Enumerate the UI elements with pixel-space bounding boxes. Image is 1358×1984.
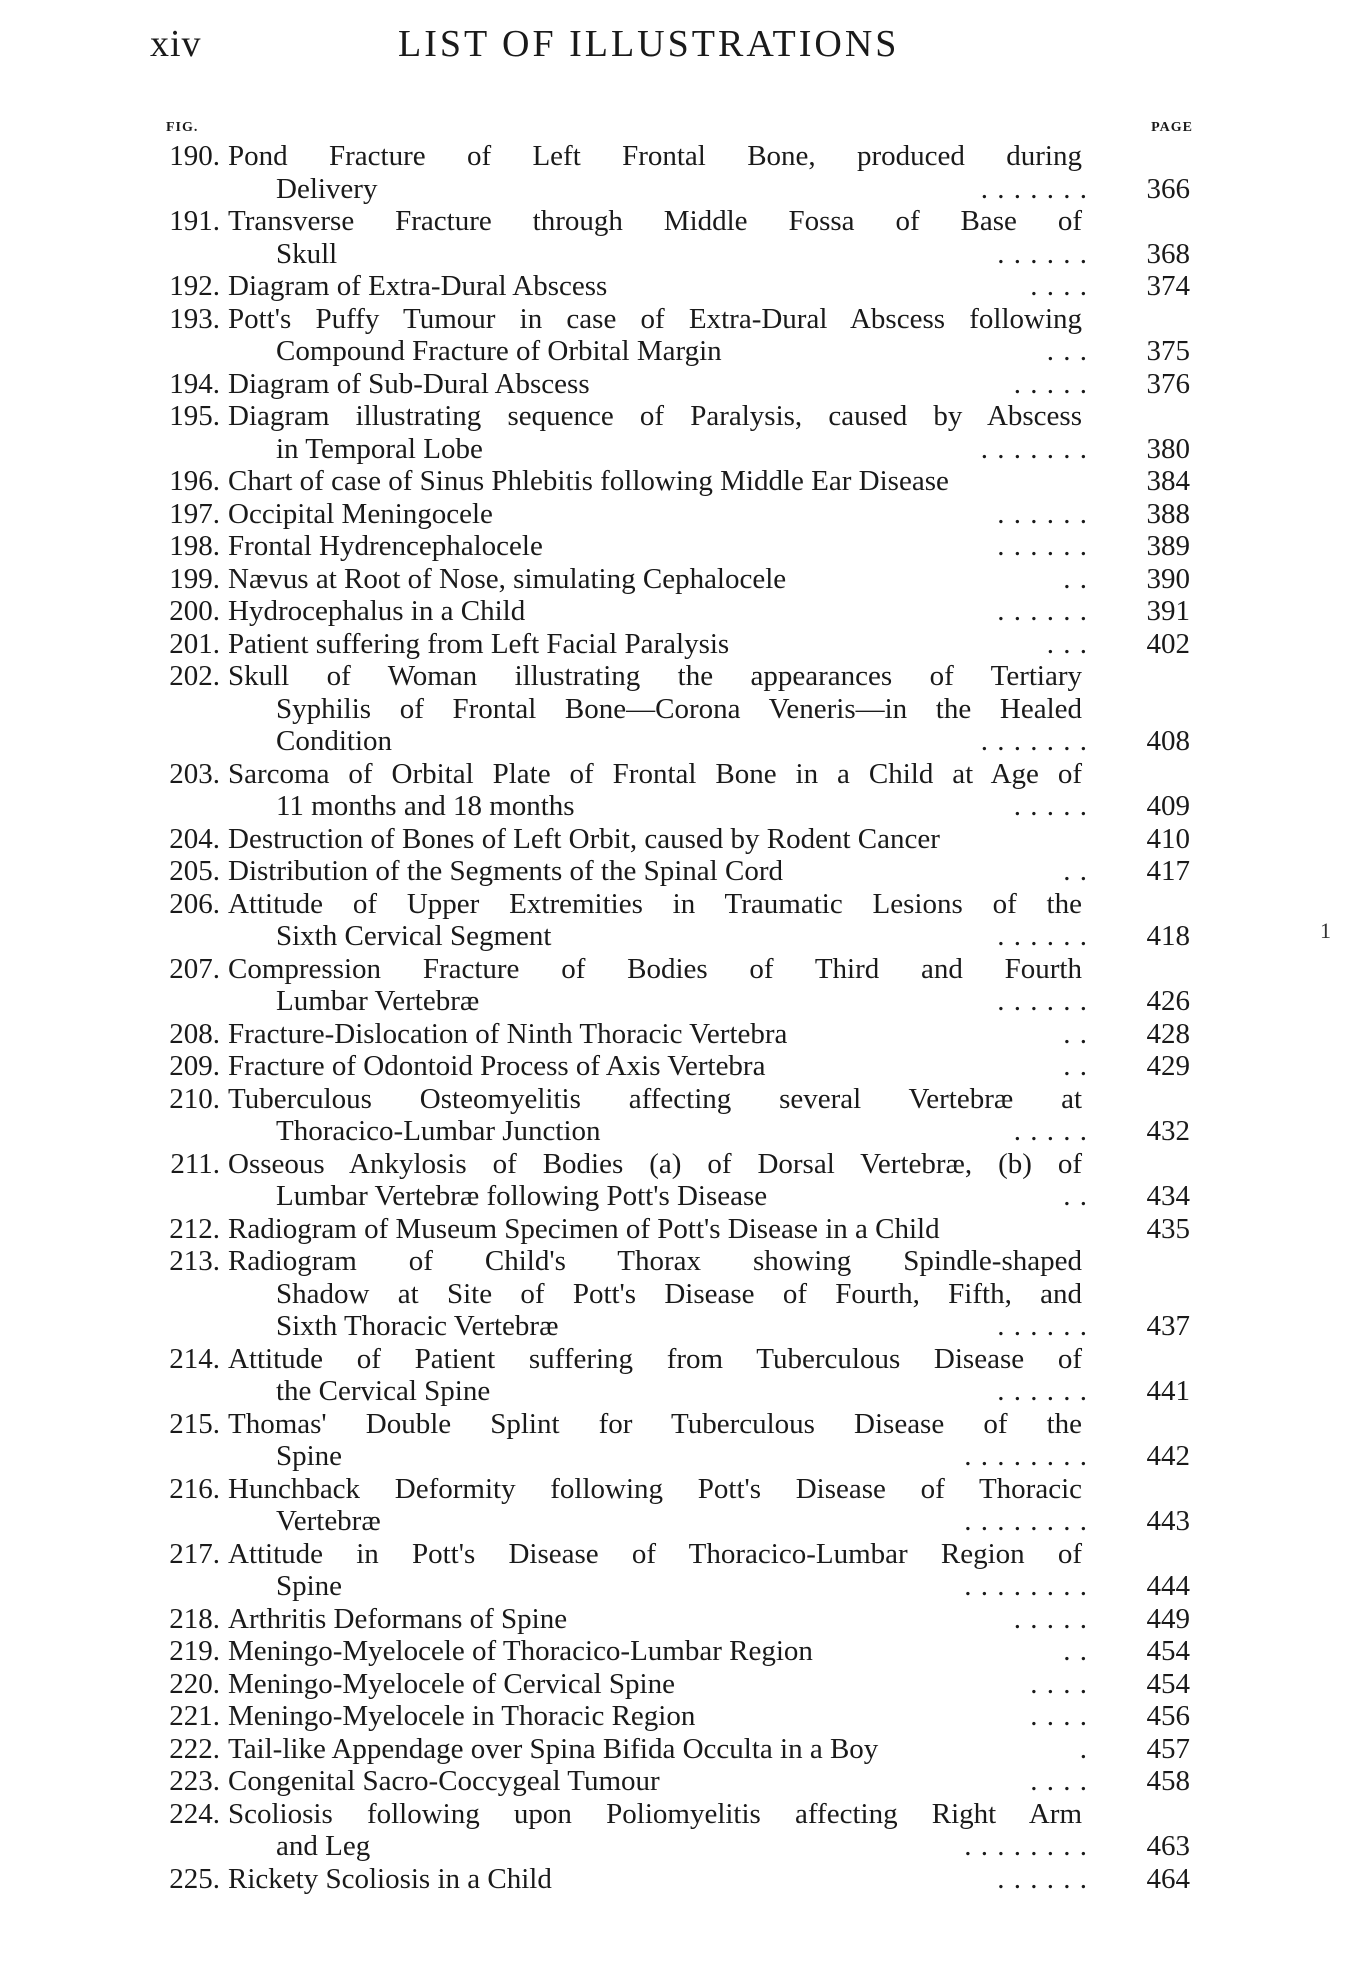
list-item	[0, 1018, 1358, 1051]
page-reference: 375	[1146, 335, 1190, 367]
dot-leader: . . . . . . . .	[964, 1570, 1088, 1602]
figure-caption: Pott's Puffy Tumour in case of Extra-Dural Abscess following	[228, 302, 1082, 335]
dot-leader: . . . .	[1030, 1765, 1088, 1797]
entry-line	[0, 920, 1358, 953]
list-item	[0, 823, 1358, 856]
dot-leader: . . . . . . . .	[964, 1505, 1088, 1537]
list-item	[0, 1635, 1358, 1668]
list-item	[0, 1538, 1358, 1603]
figure-caption: Thoracico-Lumbar Junction	[276, 1115, 601, 1147]
figure-number: 209.	[169, 1050, 220, 1082]
page-header	[150, 22, 1150, 78]
entry-line	[0, 1375, 1358, 1408]
page-reference: 376	[1146, 367, 1190, 400]
entry-line	[0, 530, 1358, 563]
entry-line	[0, 140, 1358, 173]
dot-leader: . . . . . . . .	[964, 1830, 1088, 1862]
figure-number: 194.	[169, 367, 220, 400]
figure-caption: Compression Fracture of Bodies of Third and Fourth	[228, 952, 1082, 985]
figure-number: 203.	[169, 757, 220, 790]
entry-line	[0, 1635, 1358, 1668]
entry-line	[0, 1830, 1358, 1863]
figure-number: 224.	[169, 1797, 220, 1830]
fig-column-heading: FIG.	[166, 120, 199, 135]
page-reference: 442	[1146, 1440, 1190, 1472]
figure-number: 223.	[169, 1765, 220, 1797]
entry-line	[0, 693, 1358, 726]
figure-caption: Chart of case of Sinus Phlebitis following Middle Ear Disease	[228, 465, 949, 497]
dot-leader: . . . . . . . .	[964, 1440, 1088, 1472]
figure-number: 192.	[169, 270, 220, 302]
entry-line	[0, 1700, 1358, 1733]
page-reference: 409	[1146, 790, 1190, 822]
figure-caption: Sixth Cervical Segment	[276, 920, 552, 952]
figure-caption: in Temporal Lobe	[276, 432, 483, 465]
list-item	[0, 1408, 1358, 1473]
figure-number: 220.	[169, 1667, 220, 1700]
figure-number: 199.	[169, 562, 220, 595]
entry-line	[0, 368, 1358, 401]
list-item	[0, 660, 1358, 758]
figure-caption: Condition	[276, 725, 393, 757]
entry-line	[0, 400, 1358, 433]
list-item	[0, 140, 1358, 205]
entry-line	[0, 1245, 1358, 1278]
entry-line	[0, 1310, 1358, 1343]
column-headings	[166, 120, 1193, 140]
entry-line	[0, 1408, 1358, 1441]
dot-leader: . . . .	[1030, 1667, 1088, 1700]
entry-line	[0, 1278, 1358, 1311]
entry-line	[0, 238, 1358, 271]
list-item	[0, 1603, 1358, 1636]
figure-number: 196.	[169, 465, 220, 497]
figure-number: 221.	[169, 1700, 220, 1732]
entry-line	[0, 1538, 1358, 1571]
page-reference: 391	[1146, 595, 1190, 627]
figure-caption: Spine	[276, 1570, 343, 1602]
dot-leader: . . . . . .	[997, 530, 1088, 562]
figure-caption: Tuberculous Osteomyelitis affecting several Vertebræ at	[228, 1082, 1082, 1115]
page-reference: 429	[1146, 1050, 1190, 1082]
list-item	[0, 1668, 1358, 1701]
figure-number: 208.	[169, 1017, 220, 1050]
dot-leader: . .	[1063, 1050, 1088, 1082]
page-reference: 390	[1146, 562, 1190, 595]
figure-caption: Diagram of Sub-Dural Abscess	[228, 367, 590, 400]
dot-leader: . . . . . .	[997, 920, 1088, 952]
dot-leader: . . . . . .	[997, 595, 1088, 627]
entry-line	[0, 1440, 1358, 1473]
entry-line	[0, 335, 1358, 368]
entry-line	[0, 790, 1358, 823]
list-item	[0, 205, 1358, 270]
figure-number: 198.	[169, 530, 220, 562]
figure-number: 204.	[169, 822, 220, 855]
figure-caption: Arthritis Deformans of Spine	[228, 1602, 568, 1635]
figure-caption: Skull of Woman illustrating the appearances of Tertiary	[228, 660, 1082, 692]
figure-number: 211.	[170, 1147, 220, 1180]
page-reference: 366	[1146, 172, 1190, 205]
entry-line	[0, 953, 1358, 986]
dot-leader: . . . . . . .	[980, 172, 1088, 205]
list-item	[0, 368, 1358, 401]
page-reference: 374	[1146, 270, 1190, 302]
figure-number: 215.	[169, 1407, 220, 1440]
list-item	[0, 953, 1358, 1018]
figure-caption: Attitude of Upper Extremities in Traumatic Lesions of the	[228, 887, 1082, 920]
figure-number: 193.	[169, 302, 220, 335]
figure-caption: Rickety Scoliosis in a Child	[228, 1862, 552, 1895]
figure-caption: Sixth Thoracic Vertebræ	[276, 1310, 559, 1342]
page-reference: 443	[1146, 1505, 1190, 1537]
figure-caption: Diagram illustrating sequence of Paralysis, caused by Abscess	[228, 400, 1082, 432]
dot-leader: . .	[1063, 1635, 1088, 1667]
stray-margin-mark: 1	[1320, 918, 1331, 943]
figure-caption: Radiogram of Museum Specimen of Pott's Disease in a Child	[228, 1212, 940, 1245]
entry-line	[0, 498, 1358, 531]
entry-line	[0, 628, 1358, 661]
figure-caption: Lumbar Vertebræ	[276, 985, 480, 1017]
page-reference: 384	[1146, 465, 1190, 497]
entry-line	[0, 1603, 1358, 1636]
figure-caption: Radiogram of Child's Thorax showing Spindle-shaped	[228, 1245, 1082, 1277]
entry-line	[0, 1050, 1358, 1083]
dot-leader: . . . . .	[1013, 790, 1088, 822]
figure-caption: Distribution of the Segments of the Spinal Cord	[228, 855, 783, 887]
figure-caption: Meningo-Myelocele in Thoracic Region	[228, 1700, 696, 1732]
figure-caption: Attitude of Patient suffering from Tuberculous Disease of	[228, 1342, 1082, 1375]
entry-line	[0, 205, 1358, 238]
entry-line	[0, 595, 1358, 628]
page-reference: 402	[1146, 627, 1190, 660]
list-item	[0, 1473, 1358, 1538]
entry-line	[0, 758, 1358, 791]
list-item	[0, 1050, 1358, 1083]
dot-leader: . . . . . .	[997, 1862, 1088, 1895]
dot-leader: . . . . . .	[997, 1375, 1088, 1407]
list-item	[0, 1213, 1358, 1246]
entry-line	[0, 1733, 1358, 1766]
page-reference: 380	[1146, 432, 1190, 465]
entry-line	[0, 1668, 1358, 1701]
figure-caption: Pond Fracture of Left Frontal Bone, produced during	[228, 140, 1082, 172]
figure-caption: Skull	[276, 237, 338, 270]
list-item	[0, 1343, 1358, 1408]
figure-number: 213.	[169, 1245, 220, 1277]
list-item	[0, 1245, 1358, 1343]
list-item	[0, 303, 1358, 368]
list-item	[0, 498, 1358, 531]
figure-number: 212.	[169, 1212, 220, 1245]
page-reference: 428	[1146, 1017, 1190, 1050]
running-title: LIST OF ILLUSTRATIONS	[398, 23, 900, 65]
list-item	[0, 1148, 1358, 1213]
figure-caption: Scoliosis following upon Poliomyelitis affecting Right Arm	[228, 1797, 1082, 1830]
figure-caption: Fracture-Dislocation of Ninth Thoracic Vertebra	[228, 1017, 788, 1050]
figure-caption: Spine	[276, 1440, 343, 1472]
entry-line	[0, 173, 1358, 206]
list-item	[0, 855, 1358, 888]
figure-number: 195.	[169, 400, 220, 432]
dot-leader: . .	[1063, 1017, 1088, 1050]
figure-caption: 11 months and 18 months	[276, 790, 575, 822]
list-item	[0, 400, 1358, 465]
figure-caption: Meningo-Myelocele of Cervical Spine	[228, 1667, 675, 1700]
figure-caption: and Leg	[276, 1830, 371, 1862]
entry-line	[0, 303, 1358, 336]
figure-number: 197.	[169, 497, 220, 530]
list-item	[0, 1863, 1358, 1896]
figure-caption: the Cervical Spine	[276, 1375, 491, 1407]
page-reference: 456	[1146, 1700, 1190, 1732]
entry-line	[0, 888, 1358, 921]
entry-line	[0, 855, 1358, 888]
figure-number: 191.	[169, 205, 220, 237]
figure-caption: Lumbar Vertebræ following Pott's Disease	[276, 1180, 768, 1212]
dot-leader: . . . . . .	[997, 985, 1088, 1017]
figure-caption: Hunchback Deformity following Pott's Disease of Thoracic	[228, 1472, 1082, 1505]
figure-number: 214.	[169, 1342, 220, 1375]
page-reference: 457	[1146, 1732, 1190, 1765]
list-item	[0, 563, 1358, 596]
dot-leader: . . .	[1046, 627, 1088, 660]
figure-number: 218.	[169, 1602, 220, 1635]
entry-line	[0, 1343, 1358, 1376]
page-reference: 463	[1146, 1830, 1190, 1862]
list-item	[0, 465, 1358, 498]
list-item	[0, 1083, 1358, 1148]
page-reference: 389	[1146, 530, 1190, 562]
figure-caption: Sarcoma of Orbital Plate of Frontal Bone in a Child at Age of	[228, 757, 1082, 790]
figure-caption: Hydrocephalus in a Child	[228, 595, 526, 627]
page-reference: 432	[1146, 1115, 1190, 1147]
figure-number: 201.	[169, 627, 220, 660]
figure-caption: Fracture of Odontoid Process of Axis Vertebra	[228, 1050, 766, 1082]
figure-number: 206.	[169, 887, 220, 920]
figure-number: 190.	[169, 140, 220, 172]
page-reference: 441	[1146, 1375, 1190, 1407]
entry-line	[0, 660, 1358, 693]
dot-leader: . . . . .	[1013, 1602, 1088, 1635]
page-reference: 426	[1146, 985, 1190, 1017]
list-item	[0, 628, 1358, 661]
dot-leader: . . . . .	[1013, 1115, 1088, 1147]
figure-caption: Nævus at Root of Nose, simulating Cephalocele	[228, 562, 787, 595]
page-reference: 464	[1146, 1862, 1190, 1895]
figure-caption: Patient suffering from Left Facial Paralysis	[228, 627, 730, 660]
page-reference: 435	[1146, 1212, 1190, 1245]
dot-leader: . . . .	[1030, 1700, 1088, 1732]
entry-line	[0, 1863, 1358, 1896]
dot-leader: . . . . .	[1013, 367, 1088, 400]
figure-caption: Delivery	[276, 172, 378, 205]
dot-leader: . . . . . . .	[980, 725, 1088, 757]
entry-line	[0, 465, 1358, 498]
page-reference: 410	[1146, 822, 1190, 855]
dot-leader: . .	[1063, 1180, 1088, 1212]
figure-number: 200.	[169, 595, 220, 627]
page-reference: 454	[1146, 1667, 1190, 1700]
list-item	[0, 1798, 1358, 1863]
figure-number: 222.	[169, 1732, 220, 1765]
list-item	[0, 270, 1358, 303]
figure-caption: Compound Fracture of Orbital Margin	[276, 335, 722, 367]
entry-line	[0, 1115, 1358, 1148]
figure-number: 216.	[169, 1472, 220, 1505]
figure-caption: Destruction of Bones of Left Orbit, caused by Rodent Cancer	[228, 822, 940, 855]
page-reference: 458	[1146, 1765, 1190, 1797]
dot-leader: .	[1079, 1732, 1088, 1765]
page-reference: 388	[1146, 497, 1190, 530]
figure-caption: Transverse Fracture through Middle Fossa of Base of	[228, 205, 1082, 237]
figure-number: 207.	[169, 952, 220, 985]
page-reference: 437	[1146, 1310, 1190, 1342]
figure-caption: Shadow at Site of Pott's Disease of Fourth, Fifth, and	[276, 1277, 1082, 1310]
page-reference: 408	[1146, 725, 1190, 757]
dot-leader: . . .	[1046, 335, 1088, 367]
dot-leader: . .	[1063, 855, 1088, 887]
illustration-list	[0, 140, 1358, 1895]
entry-line	[0, 1765, 1358, 1798]
figure-caption: Frontal Hydrencephalocele	[228, 530, 543, 562]
entry-line	[0, 1180, 1358, 1213]
list-item	[0, 530, 1358, 563]
dot-leader: . . . . . . .	[980, 432, 1088, 465]
figure-caption: Attitude in Pott's Disease of Thoracico-Lumbar Region of	[228, 1537, 1082, 1570]
list-item	[0, 595, 1358, 628]
page-reference: 454	[1146, 1635, 1190, 1667]
entry-line	[0, 725, 1358, 758]
page-column-heading: PAGE	[1151, 120, 1193, 135]
entry-line	[0, 1473, 1358, 1506]
figure-number: 202.	[169, 660, 220, 692]
page-reference: 417	[1146, 855, 1190, 887]
list-item	[0, 1700, 1358, 1733]
figure-caption: Osseous Ankylosis of Bodies (a) of Dorsal Vertebræ, (b) of	[228, 1147, 1082, 1180]
figure-caption: Syphilis of Frontal Bone—Corona Veneris—in the Healed	[276, 692, 1082, 725]
page-reference: 368	[1146, 237, 1190, 270]
entry-line	[0, 433, 1358, 466]
figure-caption: Diagram of Extra-Dural Abscess	[228, 270, 608, 302]
figure-caption: Thomas' Double Splint for Tuberculous Disease of the	[228, 1407, 1082, 1440]
figure-caption: Occipital Meningocele	[228, 497, 493, 530]
figure-number: 225.	[169, 1862, 220, 1895]
figure-number: 219.	[169, 1635, 220, 1667]
entry-line	[0, 1018, 1358, 1051]
figure-caption: Congenital Sacro-Coccygeal Tumour	[228, 1765, 660, 1797]
dot-leader: . . . . . .	[997, 1310, 1088, 1342]
entry-line	[0, 985, 1358, 1018]
figure-number: 205.	[169, 855, 220, 887]
figure-caption: Tail-like Appendage over Spina Bifida Occulta in a Boy	[228, 1732, 879, 1765]
dot-leader: . . . . . .	[997, 497, 1088, 530]
figure-caption: Meningo-Myelocele of Thoracico-Lumbar Region	[228, 1635, 813, 1667]
figure-number: 210.	[169, 1082, 220, 1115]
list-item	[0, 1733, 1358, 1766]
page-reference: 444	[1146, 1570, 1190, 1602]
page-reference: 434	[1146, 1180, 1190, 1212]
dot-leader: . . . . . .	[997, 237, 1088, 270]
dot-leader: . . . .	[1030, 270, 1088, 302]
figure-caption: Vertebræ	[276, 1505, 381, 1537]
entry-line	[0, 1213, 1358, 1246]
page-reference: 418	[1146, 920, 1190, 952]
page-reference: 449	[1146, 1602, 1190, 1635]
entry-line	[0, 1148, 1358, 1181]
entry-line	[0, 1798, 1358, 1831]
entry-line	[0, 270, 1358, 303]
entry-line	[0, 1570, 1358, 1603]
page-number: xiv	[150, 23, 202, 65]
entry-line	[0, 1505, 1358, 1538]
list-item	[0, 1765, 1358, 1798]
dot-leader: . .	[1063, 562, 1088, 595]
entry-line	[0, 1083, 1358, 1116]
figure-number: 217.	[169, 1537, 220, 1570]
list-item	[0, 758, 1358, 823]
entry-line	[0, 823, 1358, 856]
list-item	[0, 888, 1358, 953]
entry-line	[0, 563, 1358, 596]
